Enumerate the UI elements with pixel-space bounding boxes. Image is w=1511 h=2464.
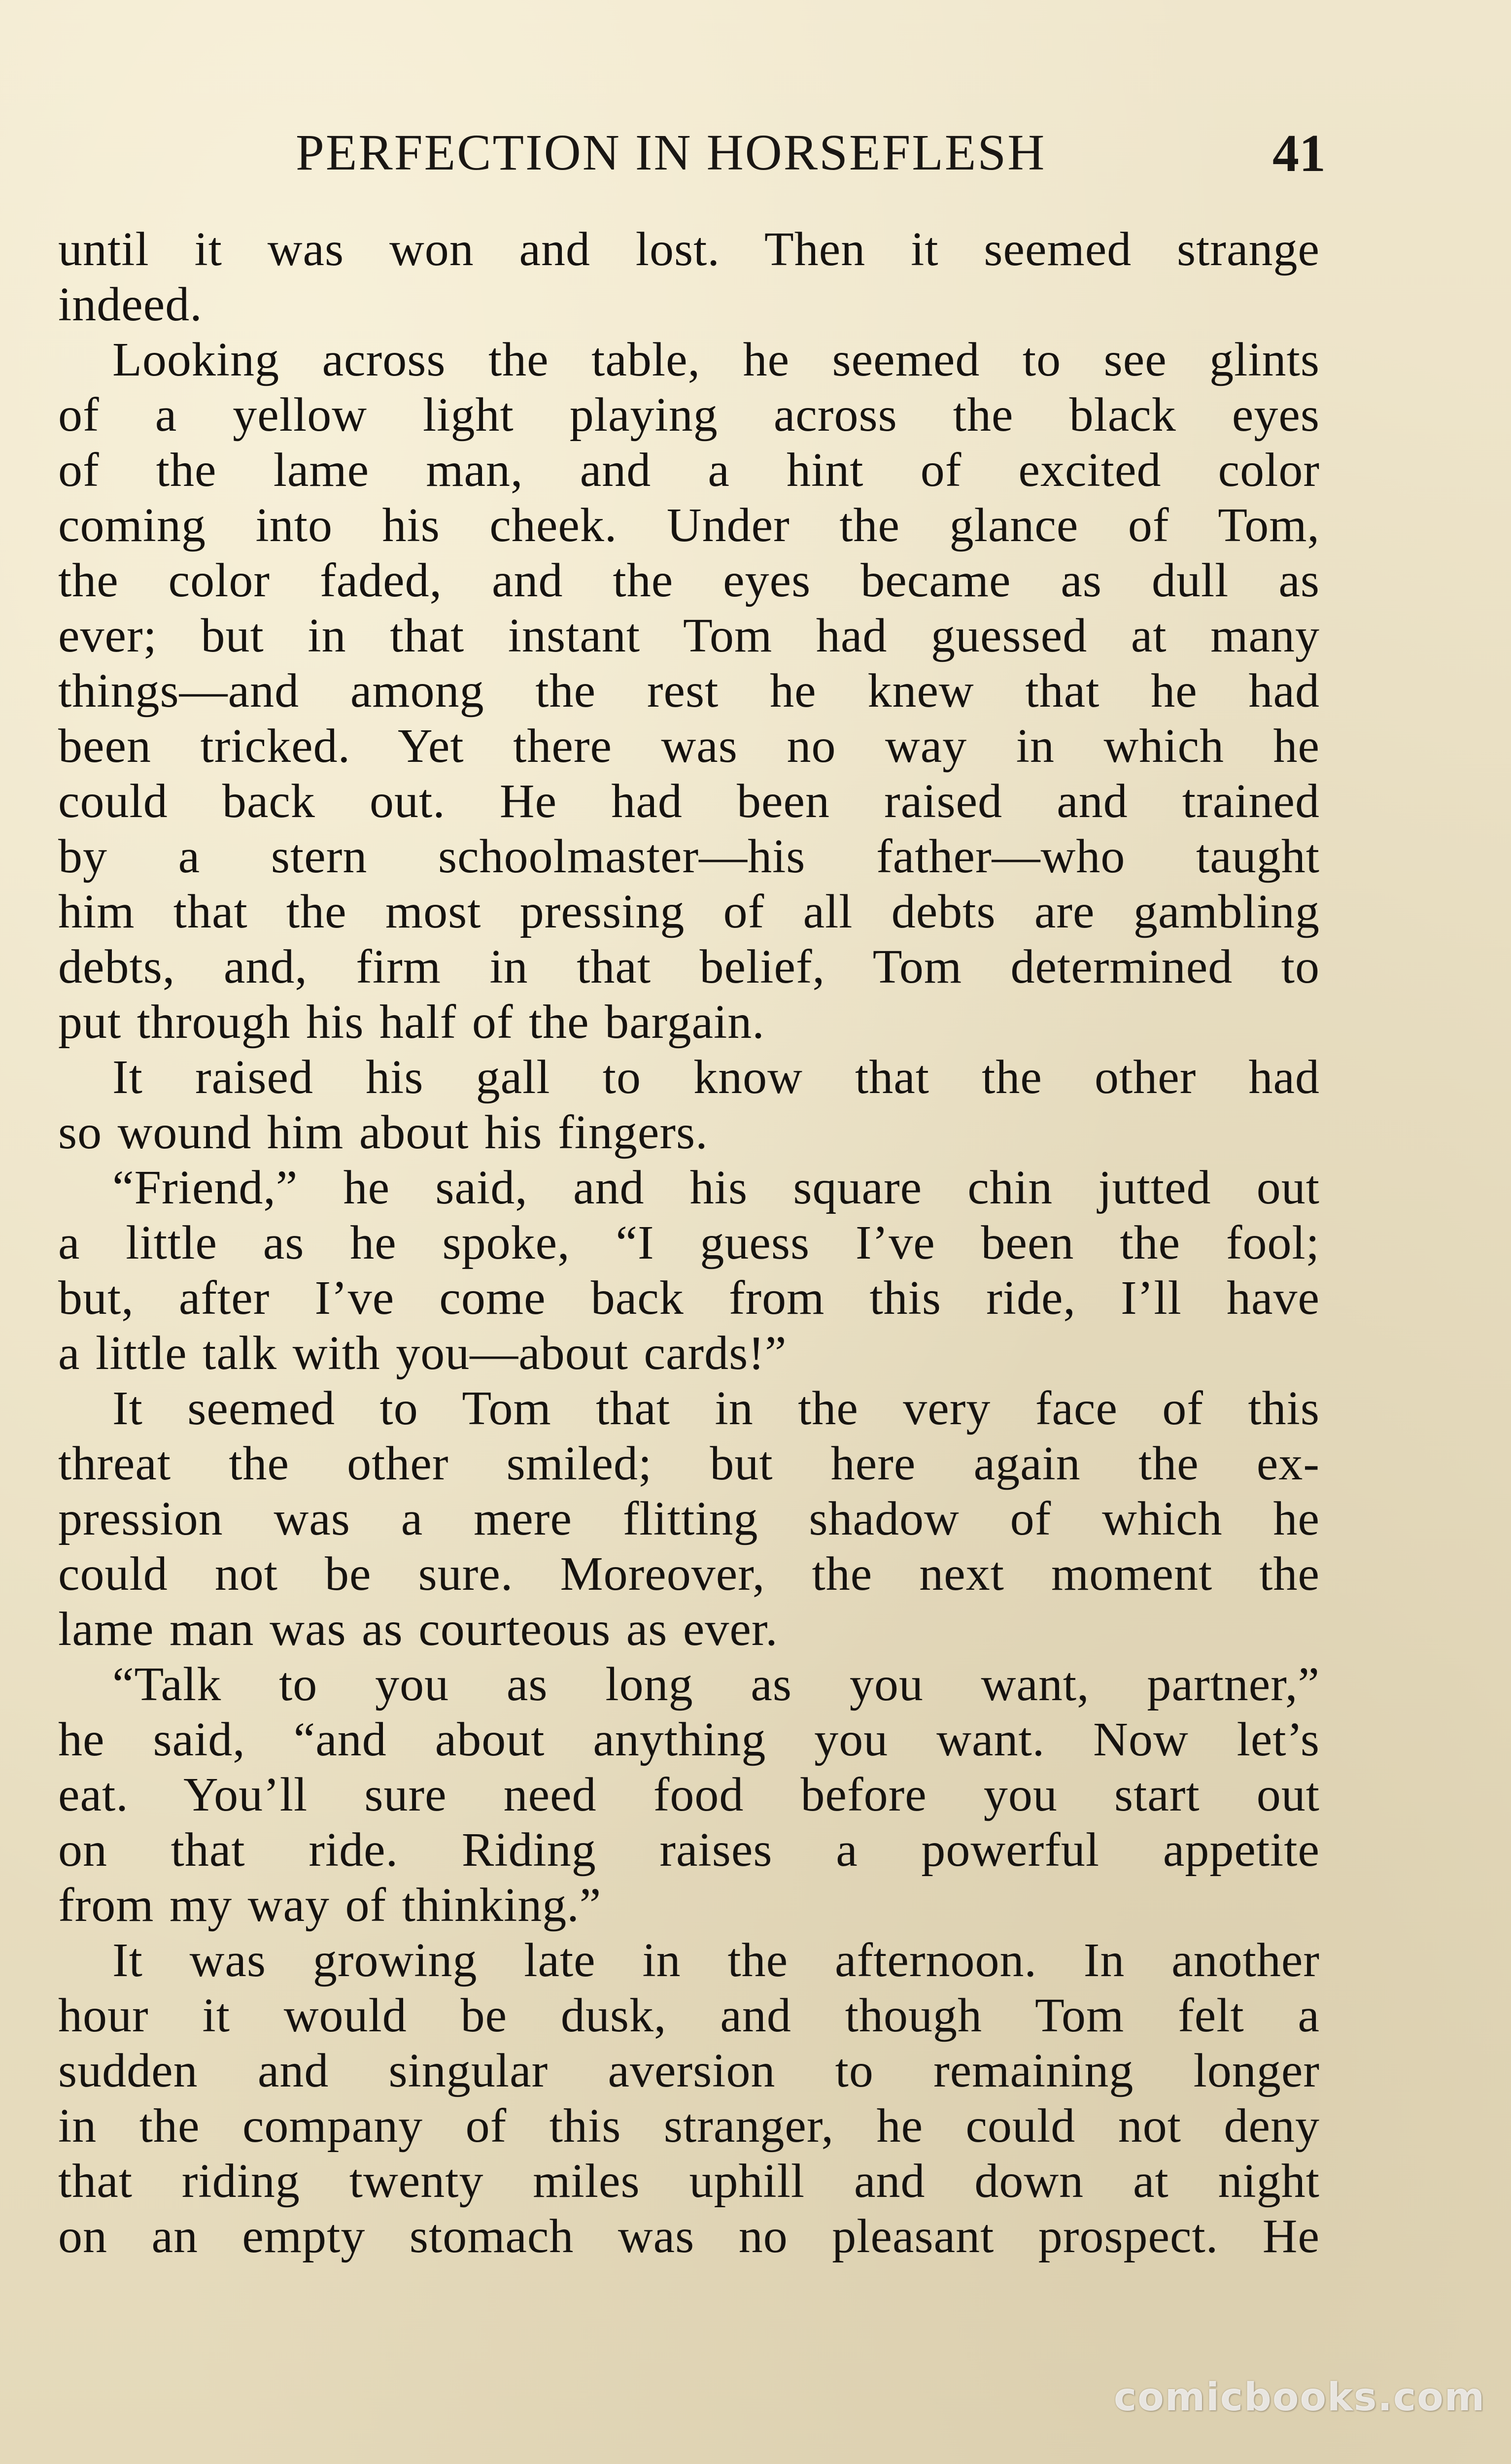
text-line: of a yellow light playing across the black eyes	[58, 388, 1320, 442]
text-line: debts, and, firm in that belief, Tom determined to	[58, 940, 1320, 993]
text-line: that riding twenty miles uphill and down at night	[58, 2155, 1320, 2208]
watermark: comicbooks.com	[1114, 2375, 1486, 2420]
text-line: been tricked. Yet there was no way in which he	[58, 719, 1320, 773]
text-line: hour it would be dusk, and though Tom felt a	[58, 1989, 1320, 2042]
text-line: until it was won and lost. Then it seemed strange	[58, 223, 1320, 276]
text-line: on that ride. Riding raises a powerful appetite	[58, 1823, 1320, 1877]
text-line: pression was a mere flitting shadow of which he	[58, 1492, 1320, 1545]
text-line: lame man was as courteous as ever.	[58, 1603, 778, 1656]
text-line: from my way of thinking.”	[58, 1879, 602, 1932]
text-line: a little talk with you—about cards!”	[58, 1327, 787, 1380]
text-line: sudden and singular aversion to remaining longer	[58, 2044, 1320, 2097]
text-line: coming into his cheek. Under the glance of Tom,	[58, 499, 1320, 552]
text-line: but, after I’ve come back from this ride, I’ll have	[58, 1271, 1320, 1325]
text-line: by a stern schoolmaster—his father—who taught	[58, 830, 1320, 883]
text-line: eat. You’ll sure need food before you start out	[58, 1768, 1320, 1821]
text-line: Looking across the table, he seemed to see glints	[112, 333, 1320, 386]
text-line: It raised his gall to know that the other had	[112, 1051, 1320, 1104]
text-line: in the company of this stranger, he could not deny	[58, 2099, 1320, 2153]
text-line: indeed.	[58, 278, 203, 331]
text-line: put through his half of the bargain.	[58, 995, 765, 1049]
text-line: could not be sure. Moreover, the next moment the	[58, 1547, 1320, 1601]
running-head: PERFECTION IN HORSEFLESH	[296, 124, 1046, 181]
text-line: a little as he spoke, “I guess I’ve been the fool;	[58, 1216, 1320, 1269]
text-line: things—and among the rest he knew that he had	[58, 664, 1320, 718]
text-line: “Talk to you as long as you want, partner,”	[112, 1658, 1320, 1711]
text-line: of the lame man, and a hint of excited color	[58, 444, 1320, 497]
text-line: the color faded, and the eyes became as dull as	[58, 554, 1320, 607]
text-line: It was growing late in the afternoon. In another	[112, 1934, 1320, 1987]
body-text	[58, 222, 1320, 2264]
text-line: on an empty stomach was no pleasant prospect. He	[58, 2210, 1320, 2263]
text-line: threat the other smiled; but here again the ex-	[58, 1437, 1320, 1490]
text-line: It seemed to Tom that in the very face of this	[112, 1382, 1320, 1435]
text-line: so wound him about his fingers.	[58, 1106, 708, 1159]
page-number: 41	[1272, 124, 1326, 183]
text-line: could back out. He had been raised and trained	[58, 775, 1320, 828]
text-line: “Friend,” he said, and his square chin jutted out	[112, 1161, 1320, 1214]
text-line: ever; but in that instant Tom had guessed at many	[58, 609, 1320, 662]
text-line: him that the most pressing of all debts are gambling	[58, 885, 1320, 938]
text-line: he said, “and about anything you want. Now let’s	[58, 1713, 1320, 1766]
